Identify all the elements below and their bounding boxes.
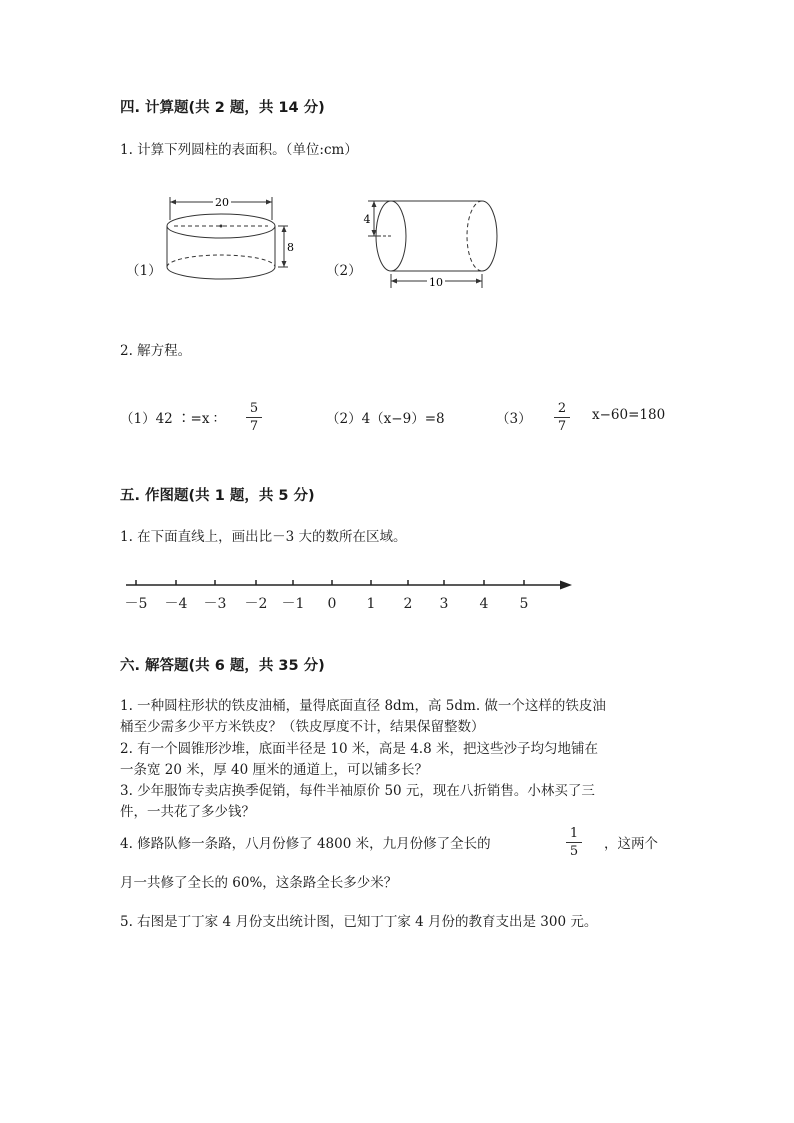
number-line-label: －1 <box>281 596 305 612</box>
section6-q2-line2: 一条宽 20 米，厚 40 厘米的通道上，可以铺多长？ <box>120 762 429 778</box>
number-line-label: 3 <box>439 596 449 612</box>
number-line-label: 0 <box>327 596 337 612</box>
section6-q4-suffix: ，这两个 <box>604 836 658 852</box>
section6-q3-line1: 3. 少年服饰专卖店换季促销，每件半袖原价 50 元，现在八折销售。小林买了三 <box>120 783 595 799</box>
section6-q2-line1: 2. 有一个圆锥形沙堆，底面半径是 10 米，高是 4.8 米，把这些沙子均匀地铺在 <box>120 741 598 757</box>
section6-q4-line1: 4. 修路队修一条路，八月份修了 4800 米，九月份修了全长的 <box>120 836 491 852</box>
cylinder-figure-1 <box>160 190 300 285</box>
cylinder-figure-2 <box>360 192 500 292</box>
number-line-label: 2 <box>403 596 413 612</box>
section5-heading: 五. 作图题(共 1 题，共 5 分) <box>120 488 315 504</box>
number-line-label: 1 <box>366 596 376 612</box>
equation-1-numerator: 5 <box>249 401 259 416</box>
figure1-label: （1） <box>126 263 162 279</box>
equation-1-denominator: 7 <box>249 419 259 434</box>
equation-3-prefix: （3） <box>496 411 532 427</box>
figure2-length-label: 10 <box>429 276 443 289</box>
equation-3-denominator: 7 <box>557 419 567 434</box>
equation-1-fraction <box>246 401 262 434</box>
number-line-label: －5 <box>124 596 148 612</box>
section6-q4-denominator: 5 <box>569 844 579 859</box>
number-line-label: 4 <box>479 596 489 612</box>
section4-heading: 四. 计算题(共 2 题，共 14 分) <box>120 100 325 116</box>
equation-3-suffix: x−60=180 <box>592 407 666 423</box>
number-line-label: －4 <box>164 596 188 612</box>
section6-q1-line1: 1. 一种圆柱形状的铁皮油桶，量得底面直径 8dm，高 5dm. 做一个这样的铁皮油 <box>120 698 606 714</box>
figure2-radius-label: 4 <box>363 213 371 226</box>
section6-q1-line2: 桶至少需多少平方米铁皮？（铁皮厚度不计，结果保留整数） <box>120 719 485 735</box>
equation-3-numerator: 2 <box>557 401 567 416</box>
section4-question2: 2. 解方程。 <box>120 343 192 359</box>
number-line-label: －3 <box>203 596 227 612</box>
number-line-arrow-icon <box>560 581 572 590</box>
section6-q4-numerator: 1 <box>569 826 579 841</box>
section5-question1: 1. 在下面直线上，画出比－3 大的数所在区域。 <box>120 529 407 545</box>
section6-q5: 5. 右图是丁丁家 4 月份支出统计图，已知丁丁家 4 月份的教育支出是 300 元。 <box>120 914 598 930</box>
number-line-label: 5 <box>519 596 529 612</box>
equation-3-fraction <box>554 401 570 434</box>
equation-1: （1）42 ∶=x ∶ <box>120 411 218 427</box>
number-line <box>120 574 580 614</box>
figure1-diameter-label: 20 <box>215 196 229 209</box>
figure1-height-label: 8 <box>287 241 294 254</box>
section4-question1: 1. 计算下列圆柱的表面积。（单位:cm） <box>120 142 358 158</box>
section6-q4-line2: 月一共修了全长的 60%，这条路全长多少米？ <box>120 875 398 891</box>
number-line-label: －2 <box>244 596 268 612</box>
section6-q4-fraction <box>566 826 582 859</box>
section6-heading: 六. 解答题(共 6 题，共 35 分) <box>120 658 325 674</box>
figure2-label: （2） <box>326 263 362 279</box>
section6-q3-line2: 件，一共花了多少钱？ <box>120 804 255 820</box>
equation-2: （2）4（x−9）=8 <box>326 411 445 427</box>
